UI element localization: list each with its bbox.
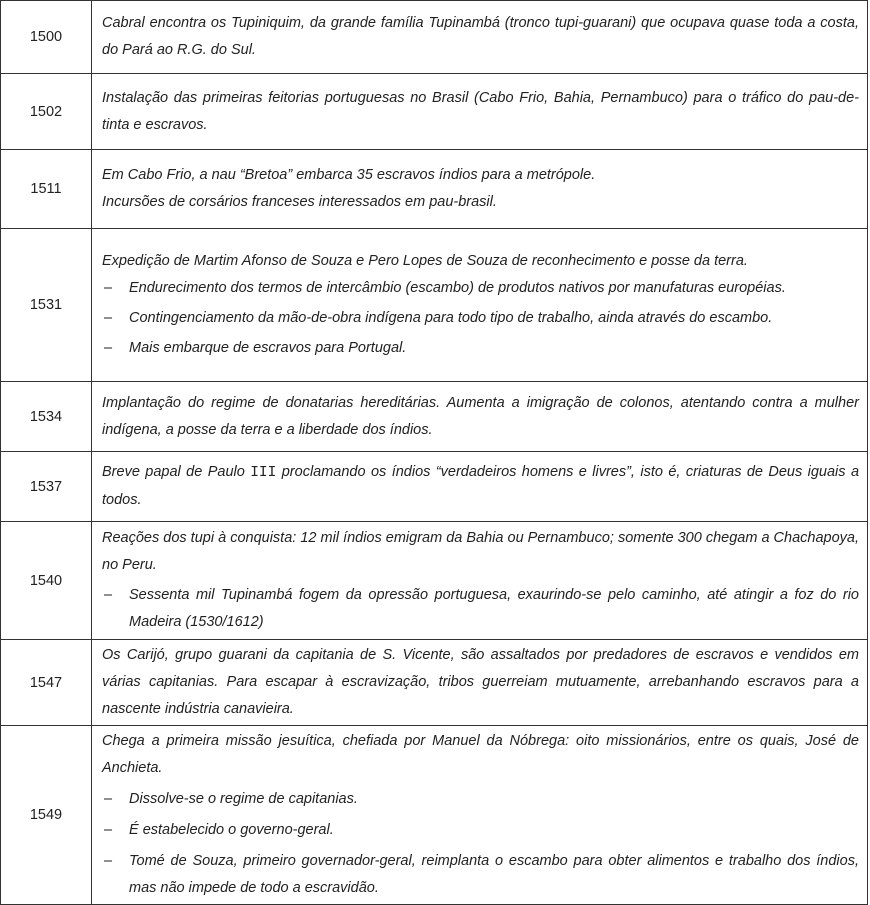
event-text: Implantação do regime de donatarias hereditárias. Aumenta a imigração de colonos, atentando contra a mulher indígena, a posse da terra e a liberdade dos índios.	[102, 394, 859, 438]
bullet-item	[102, 817, 859, 844]
table-row	[1, 150, 868, 229]
bullet-text: Sessenta mil Tupinambá fogem da opressão portuguesa, exaurindo-se pelo caminho, até atingir a foz do rio Madeira (1530/1612)	[129, 587, 859, 630]
roman-numeral: III	[250, 465, 277, 481]
bullet-text: Mais embarque de escravos para Portugal.	[129, 340, 407, 356]
dash-marker: –	[104, 791, 113, 807]
event-text: Expedição de Martim Afonso de Souza e Pero Lopes de Souza de reconhecimento e posse da terra.	[102, 253, 748, 269]
event-text: Instalação das primeiras feitorias portuguesas no Brasil (Cabo Frio, Bahia, Pernambuco) para o tráfico do pau-de-tinta e escravos.	[102, 89, 859, 133]
event-cell	[92, 1, 868, 74]
table-row	[1, 74, 868, 150]
year-cell: 1534	[1, 382, 92, 452]
event-text-part: proclamando os índios “verdadeiros homens e livres”, isto é, criaturas de Deus iguais a todos.	[102, 464, 860, 508]
year-cell: 1531	[1, 229, 92, 382]
year-cell: 1547	[1, 640, 92, 726]
year-cell: 1537	[1, 452, 92, 522]
year-cell: 1511	[1, 150, 92, 229]
bullet-item	[102, 786, 859, 813]
table-row	[1, 640, 868, 726]
event-cell	[92, 726, 868, 905]
event-cell	[92, 640, 868, 726]
bullet-item	[102, 335, 859, 362]
event-text: Incursões de corsários franceses interessados em pau-brasil.	[102, 194, 497, 210]
bullet-item	[102, 848, 859, 902]
year-cell: 1500	[1, 1, 92, 74]
bullet-text: É estabelecido o governo-geral.	[129, 822, 334, 838]
bullet-text: Contingenciamento da mão-de-obra indígena para todo tipo de trabalho, ainda através do escambo.	[129, 310, 773, 326]
event-text: Em Cabo Frio, a nau “Bretoa” embarca 35 escravos índios para a metrópole.	[102, 167, 596, 183]
event-text: Reações dos tupi à conquista: 12 mil índios emigram da Bahia ou Pernambuco; somente 300 chegam a Chachapoya, no Peru.	[102, 530, 859, 573]
event-text-part: Breve papal de Paulo	[102, 464, 251, 480]
table-row	[1, 726, 868, 905]
year-cell: 1502	[1, 74, 92, 150]
event-cell	[92, 522, 868, 640]
dash-marker: –	[104, 280, 113, 296]
bullet-item	[102, 582, 859, 636]
event-cell	[92, 74, 868, 150]
table-row	[1, 522, 868, 640]
bullet-text: Tomé de Souza, primeiro governador-geral, reimplanta o escambo para obter alimentos e trabalho dos índios, mas não impede de todo a escravidão.	[129, 853, 859, 896]
dash-marker: –	[104, 822, 113, 838]
bullet-item	[102, 275, 859, 302]
dash-marker: –	[104, 587, 113, 603]
bullet-item	[102, 305, 859, 332]
event-text	[102, 459, 859, 514]
year-cell: 1540	[1, 522, 92, 640]
event-text: Os Carijó, grupo guarani da capitania de S. Vicente, são assaltados por predadores de escravos e vendidos em várias capitanias. Para escapar à escravização, tribos guerreiam mutuamente, arrebanhando escravos para a nascente indústria canavieira.	[102, 647, 859, 717]
dash-marker: –	[104, 853, 113, 869]
table-row	[1, 452, 868, 522]
event-cell	[92, 382, 868, 452]
table-row	[1, 229, 868, 382]
dash-marker: –	[104, 310, 113, 326]
year-cell: 1549	[1, 726, 92, 905]
event-cell	[92, 452, 868, 522]
table-row	[1, 382, 868, 452]
dash-marker: –	[104, 340, 113, 356]
event-text: Chega a primeira missão jesuítica, chefiada por Manuel da Nóbrega: oito missionários, entre os quais, José de Anchieta.	[102, 733, 859, 776]
bullet-text: Endurecimento dos termos de intercâmbio (escambo) de produtos nativos por manufaturas européias.	[129, 280, 786, 296]
event-text: Cabral encontra os Tupiniquim, da grande família Tupinambá (tronco tupi-guarani) que ocupava quase toda a costa, do Pará ao R.G. do Sul.	[102, 15, 859, 58]
bullet-text: Dissolve-se o regime de capitanias.	[129, 791, 358, 807]
event-cell	[92, 229, 868, 382]
event-cell	[92, 150, 868, 229]
table-row	[1, 1, 868, 74]
